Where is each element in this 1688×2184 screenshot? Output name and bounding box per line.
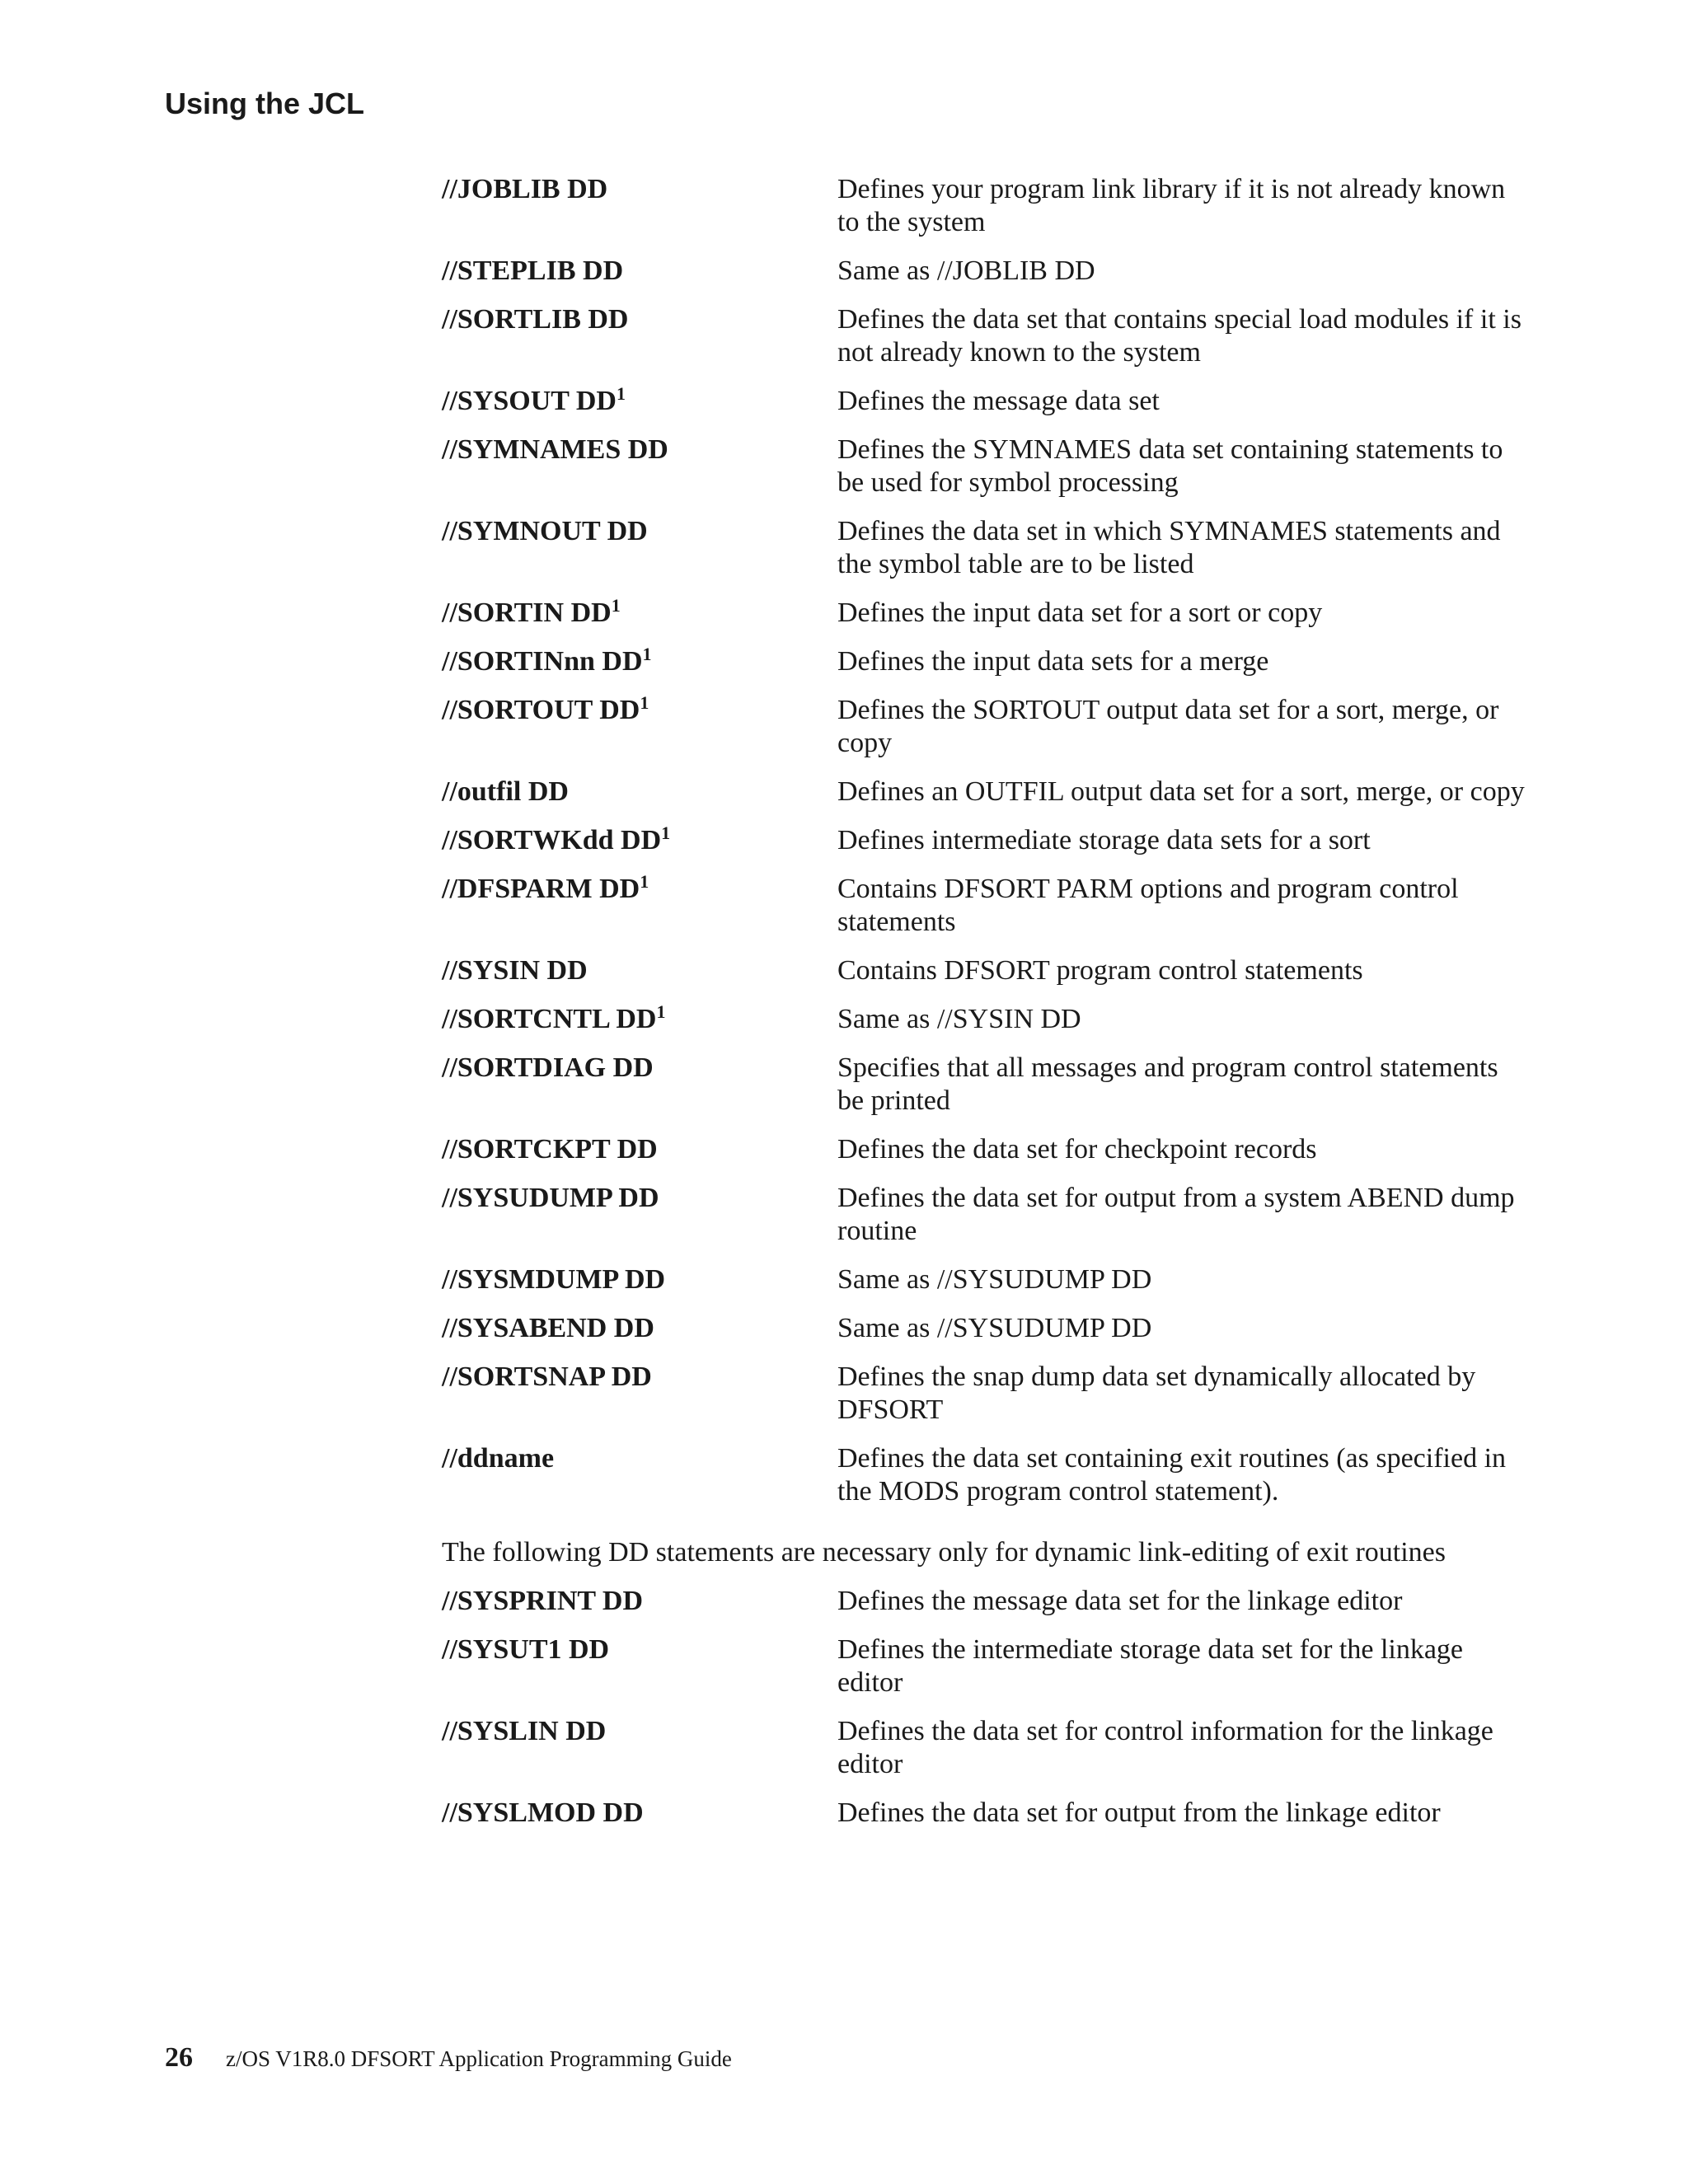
dd-statement-name	[442, 1133, 837, 1166]
dd-statement-description: Defines the data set in which SYMNAMES statements and the symbol table are to be listed	[837, 516, 1501, 579]
dd-statement-name	[442, 776, 837, 808]
dd-statement-description: Defines the data set containing exit routines (as specified in the MODS program control statement).	[837, 1443, 1507, 1507]
dd-statement-row	[442, 597, 1530, 630]
dd-statement-name	[442, 1361, 837, 1394]
dd-statement-row	[442, 1003, 1530, 1036]
dd-statement-name	[442, 597, 837, 630]
dd-statement-name	[442, 255, 837, 288]
dd-statement-name	[442, 1003, 837, 1036]
dd-statement-name-text: //SYSABEND DD	[442, 1313, 654, 1343]
dd-statement-row	[442, 1263, 1530, 1296]
footnote-marker: 1	[656, 1001, 666, 1022]
dd-statement-name-text: //SORTINnn DD	[442, 646, 643, 677]
dd-statement-description: Defines the intermediate storage data set for the linkage editor	[837, 1634, 1464, 1698]
footnote-marker: 1	[640, 871, 649, 892]
dd-statement-name	[442, 515, 837, 548]
dd-statement-name-text: //ddname	[442, 1443, 555, 1474]
dd-statement-description: Defines the SORTOUT output data set for a sort, merge, or copy	[837, 695, 1499, 758]
footnote-marker: 1	[661, 823, 671, 843]
dd-statement-name-text: //outfil DD	[442, 776, 569, 807]
dd-statement-name-text: //SORTIN DD	[442, 598, 612, 628]
book-title: z/OS V1R8.0 DFSORT Application Programming Guide	[226, 2046, 732, 2071]
dd-statement-description: Defines the SYMNAMES data set containing statements to be used for symbol processing	[837, 434, 1503, 498]
dd-statement-description: Defines the input data sets for a merge	[837, 646, 1269, 677]
dd-statement-list	[442, 173, 1530, 1508]
dd-statement-name-text: //SORTOUT DD	[442, 695, 640, 725]
dd-statement-description: Defines the data set for control information for the linkage editor	[837, 1716, 1493, 1779]
dd-statement-row	[442, 1361, 1530, 1427]
dd-statement-row	[442, 776, 1530, 808]
dd-statement-name	[442, 694, 837, 727]
dd-statement-row	[442, 1797, 1530, 1830]
dd-statement-name-text: //SORTLIB DD	[442, 304, 629, 335]
dd-statement-name-text: //SORTCNTL DD	[442, 1004, 657, 1034]
dd-statement-name-text: //SORTCKPT DD	[442, 1134, 658, 1165]
running-head-title: Using the JCL	[165, 87, 365, 120]
dd-statement-description: Defines the message data set for the linkage editor	[837, 1586, 1403, 1616]
dd-statement-name-text: //SORTDIAG DD	[442, 1052, 654, 1083]
link-edit-statement-list	[442, 1585, 1530, 1830]
dd-statement-name	[442, 1312, 837, 1345]
dd-statement-name-text: //SYSMDUMP DD	[442, 1264, 666, 1295]
dd-statement-description: Defines the snap dump data set dynamically allocated by DFSORT	[837, 1361, 1476, 1425]
page-number: 26	[165, 2042, 193, 2073]
dd-statement-description: Defines the data set that contains special load modules if it is not already known to the system	[837, 304, 1522, 368]
dd-statement-name	[442, 1585, 837, 1618]
dd-statement-description: Contains DFSORT PARM options and program control statements	[837, 874, 1459, 937]
dd-statement-row	[442, 954, 1530, 987]
dd-statement-name-text: //SORTSNAP DD	[442, 1361, 652, 1392]
dd-statement-row	[442, 1182, 1530, 1248]
dd-statement-name-text: //DFSPARM DD	[442, 874, 640, 904]
dd-statement-description: Defines the input data set for a sort or copy	[837, 598, 1323, 628]
dd-statement-name-text: //STEPLIB DD	[442, 255, 624, 286]
dd-statement-name	[442, 385, 837, 418]
dd-statement-name-text: //SYSOUT DD	[442, 386, 617, 416]
dd-statement-row	[442, 434, 1530, 499]
link-edit-note: The following DD statements are necessary only for dynamic link-editing of exit routines	[442, 1537, 1447, 1568]
dd-statement-description: Defines the message data set	[837, 386, 1160, 416]
dd-statement-name	[442, 954, 837, 987]
dd-statement-description: Defines the data set for output from a system ABEND dump routine	[837, 1183, 1515, 1246]
dd-statement-name	[442, 303, 837, 336]
dd-statement-name	[442, 873, 837, 906]
dd-statement-description: Defines your program link library if it is not already known to the system	[837, 174, 1506, 237]
dd-statement-name	[442, 1052, 837, 1085]
dd-statement-name	[442, 1442, 837, 1475]
dd-statement-name	[442, 1633, 837, 1666]
footnote-marker: 1	[611, 595, 621, 616]
dd-statement-description: Specifies that all messages and program control statements be printed	[837, 1052, 1498, 1116]
dd-statement-name-text: //SYMNAMES DD	[442, 434, 668, 465]
dd-statement-row	[442, 255, 1530, 288]
dd-statement-description: Same as //SYSUDUMP DD	[837, 1264, 1152, 1295]
dd-statement-row	[442, 1585, 1530, 1618]
footnote-marker: 1	[642, 644, 652, 664]
dd-statement-description: Same as //SYSUDUMP DD	[837, 1313, 1152, 1343]
dd-statement-description: Contains DFSORT program control statements	[837, 955, 1363, 986]
dd-statement-description: Same as //JOBLIB DD	[837, 255, 1095, 286]
dd-statement-description: Same as //SYSIN DD	[837, 1004, 1081, 1034]
dd-statement-name-text: //SYSLIN DD	[442, 1716, 607, 1746]
dd-statement-name-text: //SYSPRINT DD	[442, 1586, 644, 1616]
dd-statement-row	[442, 385, 1530, 418]
dd-statement-description: Defines intermediate storage data sets for a sort	[837, 825, 1371, 855]
dd-statement-description: Defines the data set for checkpoint records	[837, 1134, 1317, 1165]
dd-statement-name	[442, 173, 837, 206]
dd-statement-description: Defines the data set for output from the linkage editor	[837, 1797, 1441, 1828]
dd-statement-row	[442, 824, 1530, 857]
dd-statement-name	[442, 1715, 837, 1748]
dd-statement-name-text: //SYSUT1 DD	[442, 1634, 610, 1665]
dd-statement-name-text: //SYMNOUT DD	[442, 516, 648, 546]
dd-statement-name	[442, 645, 837, 678]
dd-statement-row	[442, 1052, 1530, 1118]
dd-statement-name-text: //SORTWKdd DD	[442, 825, 662, 855]
dd-statement-name-text: //SYSUDUMP DD	[442, 1183, 659, 1213]
dd-statement-description: Defines an OUTFIL output data set for a sort, merge, or copy	[837, 776, 1525, 807]
footnote-marker: 1	[616, 383, 626, 404]
dd-statement-row	[442, 873, 1530, 939]
dd-statement-name-text: //SYSLMOD DD	[442, 1797, 644, 1828]
dd-statement-row	[442, 1633, 1530, 1699]
dd-statement-row	[442, 694, 1530, 760]
dd-statement-name	[442, 1182, 837, 1215]
dd-statement-row	[442, 303, 1530, 369]
dd-statement-name	[442, 824, 837, 857]
dd-statement-content	[442, 173, 1530, 1845]
page-footer	[165, 2042, 732, 2074]
dd-statement-row	[442, 1442, 1530, 1508]
dd-statement-row	[442, 515, 1530, 581]
dd-statement-name-text: //JOBLIB DD	[442, 174, 608, 204]
dd-statement-row	[442, 1133, 1530, 1166]
dd-statement-row	[442, 645, 1530, 678]
dd-statement-name	[442, 1797, 837, 1830]
dd-statement-row	[442, 1715, 1530, 1781]
dd-statement-row	[442, 1312, 1530, 1345]
footnote-marker: 1	[640, 692, 649, 713]
dd-statement-name-text: //SYSIN DD	[442, 955, 588, 986]
dd-statement-name	[442, 434, 837, 466]
dd-statement-name	[442, 1263, 837, 1296]
dd-statement-row	[442, 173, 1530, 239]
